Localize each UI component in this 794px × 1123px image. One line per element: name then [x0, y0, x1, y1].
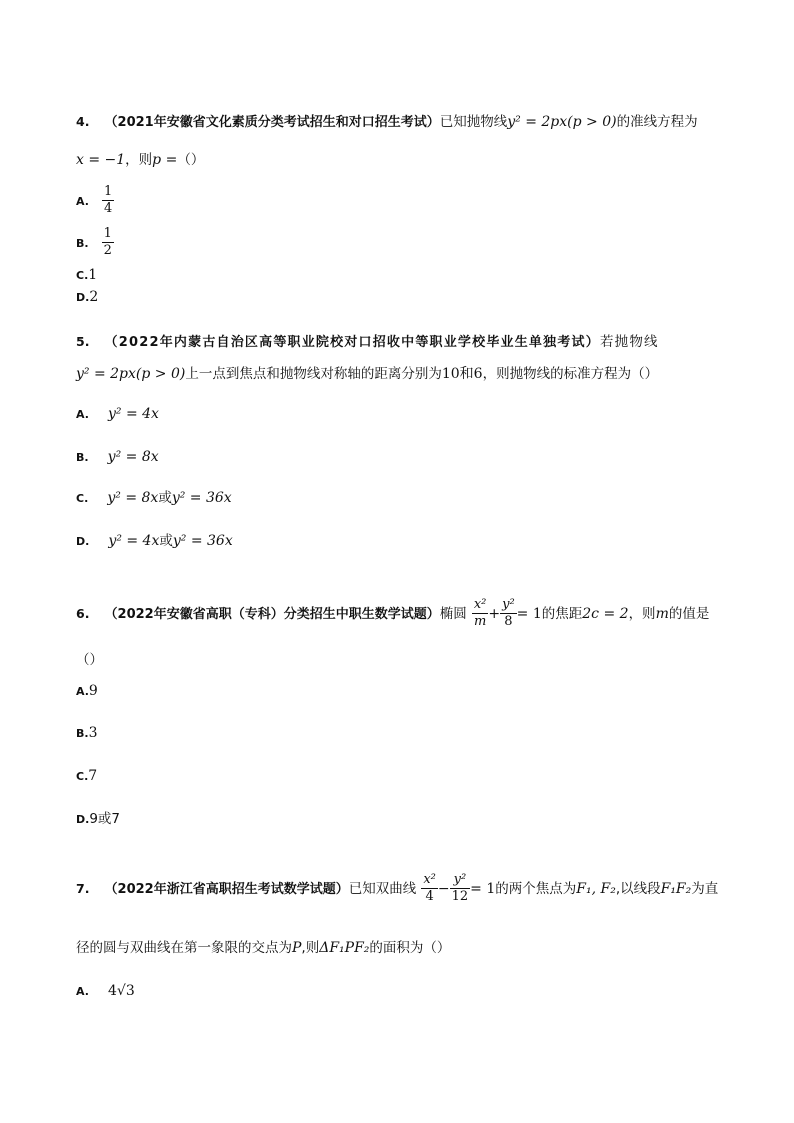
option-b[interactable]	[76, 722, 98, 741]
option-value: y² = 36x	[172, 533, 233, 549]
question-number: 7.	[76, 881, 90, 896]
option-value: 9	[88, 683, 98, 699]
question-text: 若抛物线	[599, 334, 659, 350]
option-value: y² = 4x	[108, 406, 159, 422]
question-text: 的面积为（）	[369, 940, 451, 956]
option-label: A.	[76, 195, 89, 208]
option-value: y² = 4x	[108, 533, 160, 549]
math-value: 10和6	[441, 366, 483, 382]
option-value: 4√3	[108, 983, 135, 999]
fraction: $\frac{\text{y²}}{12}$	[451, 872, 469, 904]
option-label: A.	[76, 408, 89, 421]
question-6-line-1	[76, 597, 709, 630]
option-label: D.	[76, 813, 90, 826]
question-source: （2022年内蒙古自治区高等职业院校对口招收中等职业学校毕业生单独考试）	[104, 335, 600, 350]
option-label: A.	[76, 685, 89, 698]
math-operator: +	[488, 606, 501, 622]
question-text: 的两个焦点为	[495, 881, 577, 897]
question-text: 已知抛物线	[439, 114, 508, 130]
option-b[interactable]	[76, 446, 159, 465]
question-text: 上一点到焦点和抛物线对称轴的距离分别为	[185, 366, 442, 382]
question-7-line-2	[76, 936, 450, 956]
math-segment: F₁F₂	[660, 881, 692, 897]
math-equation: y² = 2px(p > 0)	[76, 366, 186, 382]
fraction: $\frac{\text{x²}}{m}$	[473, 597, 487, 629]
question-6-line-2: （）	[76, 652, 103, 668]
option-label: D.	[76, 291, 90, 304]
fraction: $\frac{1}{2}$	[103, 226, 112, 258]
math-triangle: ΔF₁PF₂	[319, 940, 370, 956]
math-equation: y² = 2px(p > 0)	[507, 114, 617, 130]
question-4-line-1	[76, 110, 698, 130]
question-text: （）	[177, 152, 205, 168]
option-join: 或	[159, 533, 173, 549]
question-text: ，则抛物线的标准方程为（）	[482, 366, 659, 382]
option-c[interactable]	[76, 486, 232, 506]
math-foci: F₁, F₂	[576, 881, 616, 897]
question-text: 的准线方程为	[616, 114, 698, 130]
question-7-line-1	[76, 872, 718, 905]
question-number: 6.	[76, 606, 90, 621]
question-text: ,则	[301, 940, 320, 956]
math-variable: p =	[152, 152, 178, 168]
math-operator: −	[437, 881, 450, 897]
option-value: 9或7	[89, 811, 120, 827]
question-text: 的焦距	[541, 606, 583, 622]
question-source: （2021年安徽省文化素质分类考试招生和对口招生考试）	[104, 115, 440, 130]
option-value: y² = 8x	[107, 490, 159, 506]
fraction: $\frac{\text{y²}}{8}$	[502, 597, 515, 629]
option-label: A.	[76, 985, 89, 998]
question-text: 椭圆	[439, 606, 467, 622]
math-operator: = 1	[516, 606, 542, 622]
option-value: 1	[88, 267, 98, 283]
question-text: 已知双曲线	[348, 881, 417, 897]
option-d[interactable]	[76, 529, 233, 549]
question-5-line-1	[76, 330, 659, 350]
option-label: D.	[76, 535, 90, 548]
question-source: （2022年浙江省高职招生考试数学试题）	[104, 882, 349, 897]
question-number: 5.	[76, 334, 90, 349]
option-label: C.	[76, 770, 89, 783]
question-text: 径的圆与双曲线在第一象限的交点为	[76, 940, 292, 956]
fraction: $\frac{\text{x²}}{4}$	[423, 872, 436, 904]
option-c[interactable]	[76, 765, 97, 784]
option-d[interactable]	[76, 807, 120, 827]
option-a[interactable]	[76, 184, 114, 217]
math-operator: = 1	[470, 881, 496, 897]
math-equation: x = −1	[76, 152, 126, 168]
option-value: 3	[88, 725, 98, 741]
question-4-line-2	[76, 148, 204, 168]
math-equation: 2c = 2	[582, 606, 629, 622]
math-variable: P	[292, 940, 302, 956]
option-a[interactable]	[76, 980, 135, 999]
question-number: 4.	[76, 114, 90, 129]
question-source: （2022年安徽省高职（专科）分类招生中职生数学试题）	[104, 607, 440, 622]
question-text: ，则	[125, 152, 153, 168]
option-label: B.	[76, 451, 89, 464]
option-c[interactable]	[76, 264, 97, 283]
option-value: y² = 8x	[107, 449, 159, 465]
option-label: B.	[76, 727, 89, 740]
math-variable: m	[655, 606, 669, 622]
option-label: C.	[76, 492, 89, 505]
option-a[interactable]	[76, 403, 159, 422]
question-text: 为直	[691, 881, 719, 897]
option-d[interactable]	[76, 286, 98, 305]
option-b[interactable]	[76, 226, 114, 259]
option-value: y² = 36x	[171, 490, 232, 506]
question-text: ，则	[628, 606, 656, 622]
fraction: $\frac{1}{4}$	[104, 184, 113, 216]
question-text: ,以线段	[615, 881, 661, 897]
option-value: 7	[88, 768, 98, 784]
option-a[interactable]	[76, 680, 98, 699]
option-label: C.	[76, 269, 89, 282]
option-value: 2	[89, 289, 99, 305]
question-5-line-2	[76, 362, 658, 383]
option-join: 或	[158, 490, 172, 506]
question-text: 的值是	[668, 606, 710, 622]
option-label: B.	[76, 237, 89, 250]
